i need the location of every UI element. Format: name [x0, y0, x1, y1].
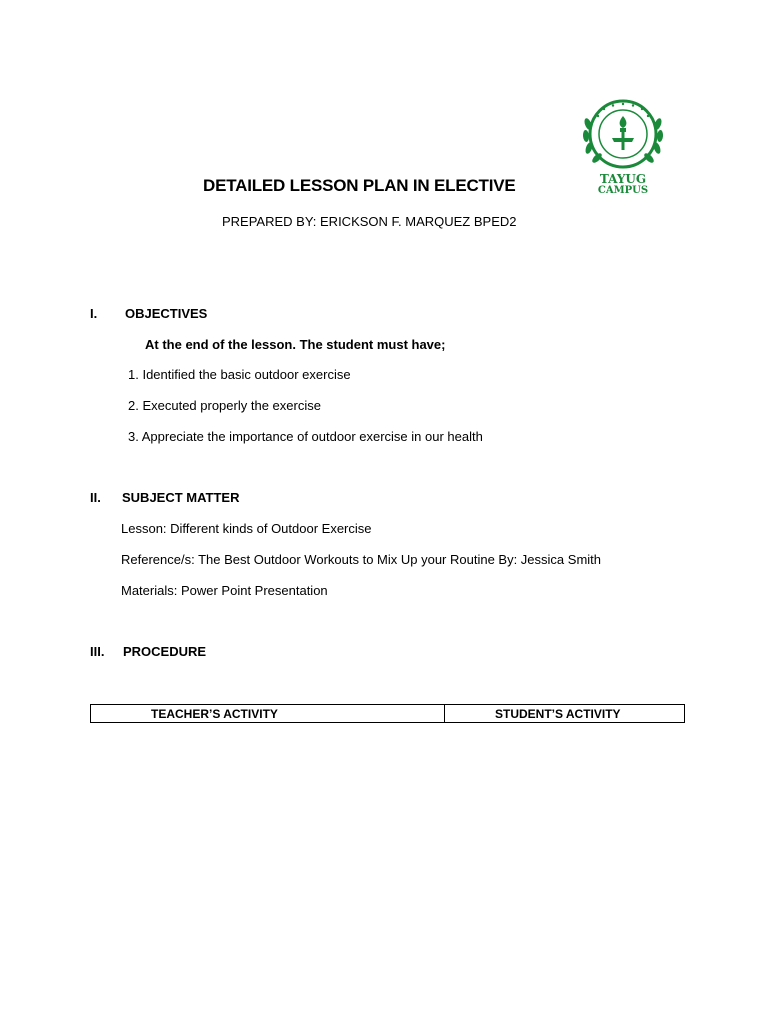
section-heading-objectives: OBJECTIVES: [125, 306, 208, 321]
subject-reference: Reference/s: The Best Outdoor Workouts to Mix Up your Routine By: Jessica Smith: [121, 552, 601, 567]
objective-item-1: 1. Identified the basic outdoor exercise: [128, 367, 351, 382]
subject-lesson: Lesson: Different kinds of Outdoor Exercise: [121, 521, 372, 536]
subject-materials: Materials: Power Point Presentation: [121, 583, 328, 598]
university-seal-logo: [578, 94, 668, 196]
page-title: DETAILED LESSON PLAN IN ELECTIVE: [203, 176, 516, 195]
section-heading-subject-matter: SUBJECT MATTER: [122, 490, 240, 505]
logo-campus-line2: CAMPUS: [597, 185, 649, 196]
table-header-row: [91, 705, 685, 723]
objective-item-2: 2. Executed properly the exercise: [128, 398, 321, 413]
section-numeral-procedure: III.: [90, 644, 105, 659]
section-numeral-objectives: I.: [90, 306, 98, 321]
table-header-teacher-activity: TEACHER’S ACTIVITY: [91, 705, 445, 723]
objective-item-3: 3. Appreciate the importance of outdoor exercise in our health: [128, 429, 483, 444]
section-heading-procedure: PROCEDURE: [123, 644, 207, 659]
objectives-intro: At the end of the lesson. The student must have;: [145, 337, 446, 352]
logo-campus-line1: TAYUG: [599, 172, 647, 186]
procedure-table: [90, 704, 685, 723]
prepared-by: PREPARED BY: ERICKSON F. MARQUEZ BPED2: [222, 214, 517, 229]
section-numeral-subject-matter: II.: [90, 490, 101, 505]
table-header-student-activity: STUDENT’S ACTIVITY: [445, 705, 685, 723]
